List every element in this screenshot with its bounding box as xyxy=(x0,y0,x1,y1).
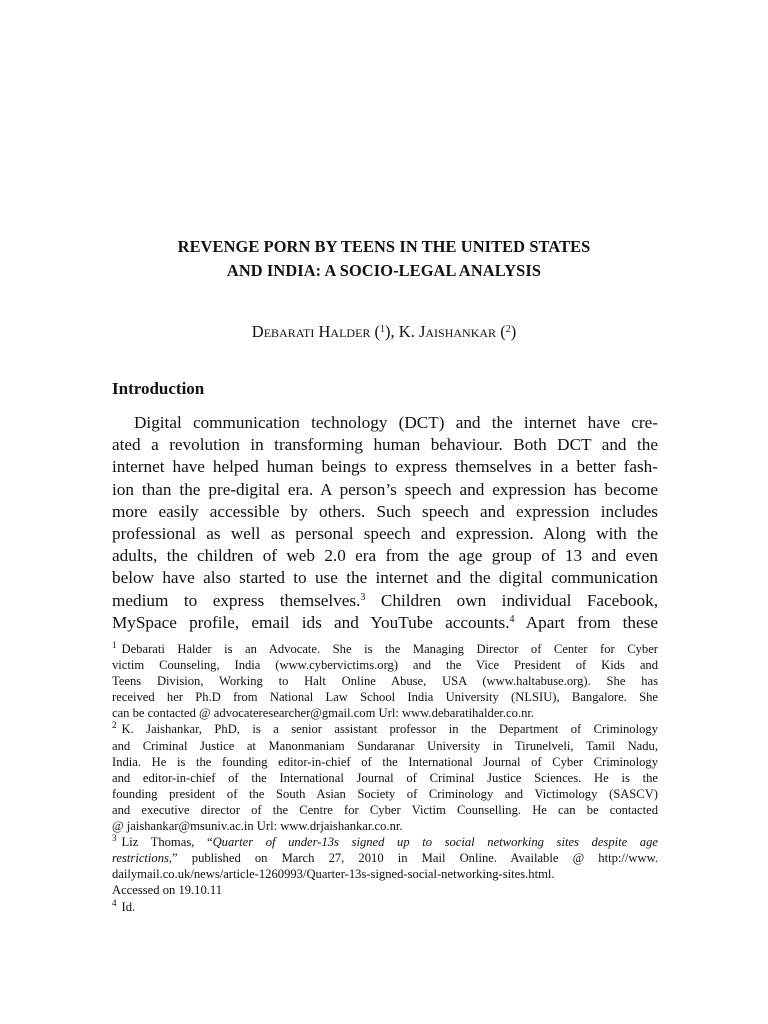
paragraph-line: ated a revolution in transforming human behaviour. Both DCT and the xyxy=(112,435,658,455)
footnote-line xyxy=(112,641,658,657)
footnote-ref-3: 3 xyxy=(360,591,366,603)
paragraph-line: more easily accessible by others. Such speech and expression includes xyxy=(112,501,658,521)
title-line-2: AND INDIA: A SOCIO-LEGAL ANALYSIS xyxy=(226,261,542,280)
footnote-article-title: Quarter of under-13s signed up to social networking sites despite age xyxy=(212,835,658,850)
footnote-text: Id. xyxy=(121,899,136,914)
footnote-1 xyxy=(112,641,658,721)
footnote-text: Debarati Halder is an Advocate. She is the Managing Director of Center for Cyber xyxy=(121,642,658,656)
footnote-line: can be contacted @ advocateresearcher@gmail.com Url: www.debaratihalder.co.nr. xyxy=(112,706,535,721)
title-line-1: REVENGE PORN BY TEENS IN THE UNITED STATES xyxy=(177,237,591,256)
footnote-text: ,” published on March 27, 2010 in Mail Online. Available @ http://www. xyxy=(168,851,658,866)
paragraph-line: professional as well as personal speech and expression. Along with the xyxy=(112,523,658,543)
paragraph-line: adults, the children of web 2.0 era from the age group of 13 and even xyxy=(112,546,658,566)
author-name-2: K. Jaishankar xyxy=(398,322,497,341)
footnote-mark: 4 xyxy=(112,897,117,908)
footnote-4 xyxy=(112,899,658,915)
footnote-line: founding president of the South Asian Society of Criminology and Victimology (SASCV) xyxy=(112,786,658,801)
footnote-line: and executive director of the Centre for Cyber Victim Counselling. He can be contacted xyxy=(112,802,658,817)
footnote-text: K. Jaishankar, PhD, is a senior assistant professor in the Department of Criminology xyxy=(121,722,658,737)
footnote-2 xyxy=(112,721,658,834)
footnote-line: victim Counseling, India (www.cybervictims.org) and the Vice President of Kids and xyxy=(112,658,658,673)
paragraph-line: internet have helped human beings to express themselves in a better fash- xyxy=(112,457,658,477)
footnote-text: Liz Thomas, “ xyxy=(121,835,213,850)
footnote-line: dailymail.co.uk/news/article-1260993/Quarter-13s-signed-social-networking-sites.html. xyxy=(112,867,555,882)
footnote-mark: 3 xyxy=(112,833,117,844)
footnote-mark: 1 xyxy=(112,640,117,650)
footnote-line: received her Ph.D from National Law School India University (NLSIU), Bangalore. She xyxy=(112,690,658,705)
section-heading: Introduction xyxy=(112,379,205,398)
footnote-line xyxy=(112,834,658,850)
footnote-line: India. He is the founding editor-in-chief of the International Journal of Cyber Criminology xyxy=(112,754,658,769)
author-name-1: Debarati Halder xyxy=(251,322,371,341)
paragraph-line: below have also started to use the internet and the digital communication xyxy=(112,568,658,588)
footnote-line: @ jaishankar@msuniv.ac.in Url: www.drjaishankar.co.nr. xyxy=(112,819,403,834)
footnote-mark: 2 xyxy=(112,720,117,731)
footnote-3 xyxy=(112,834,658,898)
paragraph-line xyxy=(112,590,658,612)
footnote-ref-4: 4 xyxy=(509,613,515,625)
footnote-line: Accessed on 19.10.11 xyxy=(112,883,223,898)
paragraph-text: medium to express themselves. xyxy=(112,590,361,610)
footnote-article-title: restrictions xyxy=(112,851,169,866)
footnotes xyxy=(112,641,658,915)
paragraph-line: ion than the pre-digital era. A person’s speech and expression has become xyxy=(112,479,658,499)
author-ref-2: 2 xyxy=(505,324,511,335)
author-ref-1: 1 xyxy=(380,324,386,335)
paragraph-line: Digital communication technology (DCT) and the internet have cre- xyxy=(134,413,658,432)
footnote-line: and Criminal Justice at Manonmaniam Sundaranar University in Tirunelveli, Tamil Nadu, xyxy=(112,738,658,753)
footnote-line: Teens Division, Working to Halt Online Abuse, USA (www.haltabuse.org). She has xyxy=(112,674,658,689)
footnote-line xyxy=(112,850,658,866)
paragraph-text: Children own individual Facebook, xyxy=(365,590,658,610)
body-paragraph xyxy=(112,412,658,634)
footnote-line: and editor-in-chief of the International Journal of Criminal Justice Sciences. He is the xyxy=(112,770,658,785)
paragraph-text: Apart from these xyxy=(514,612,658,632)
footnote-line xyxy=(112,721,658,737)
footnote-line xyxy=(112,899,658,915)
author-line: Debarati Halder ($^1$), K. Jaishankar ($^2$) xyxy=(251,322,517,341)
paragraph-line xyxy=(112,612,658,634)
paragraph-text: MySpace profile, email ids and YouTube accounts. xyxy=(112,612,510,632)
paper-title xyxy=(110,235,658,283)
